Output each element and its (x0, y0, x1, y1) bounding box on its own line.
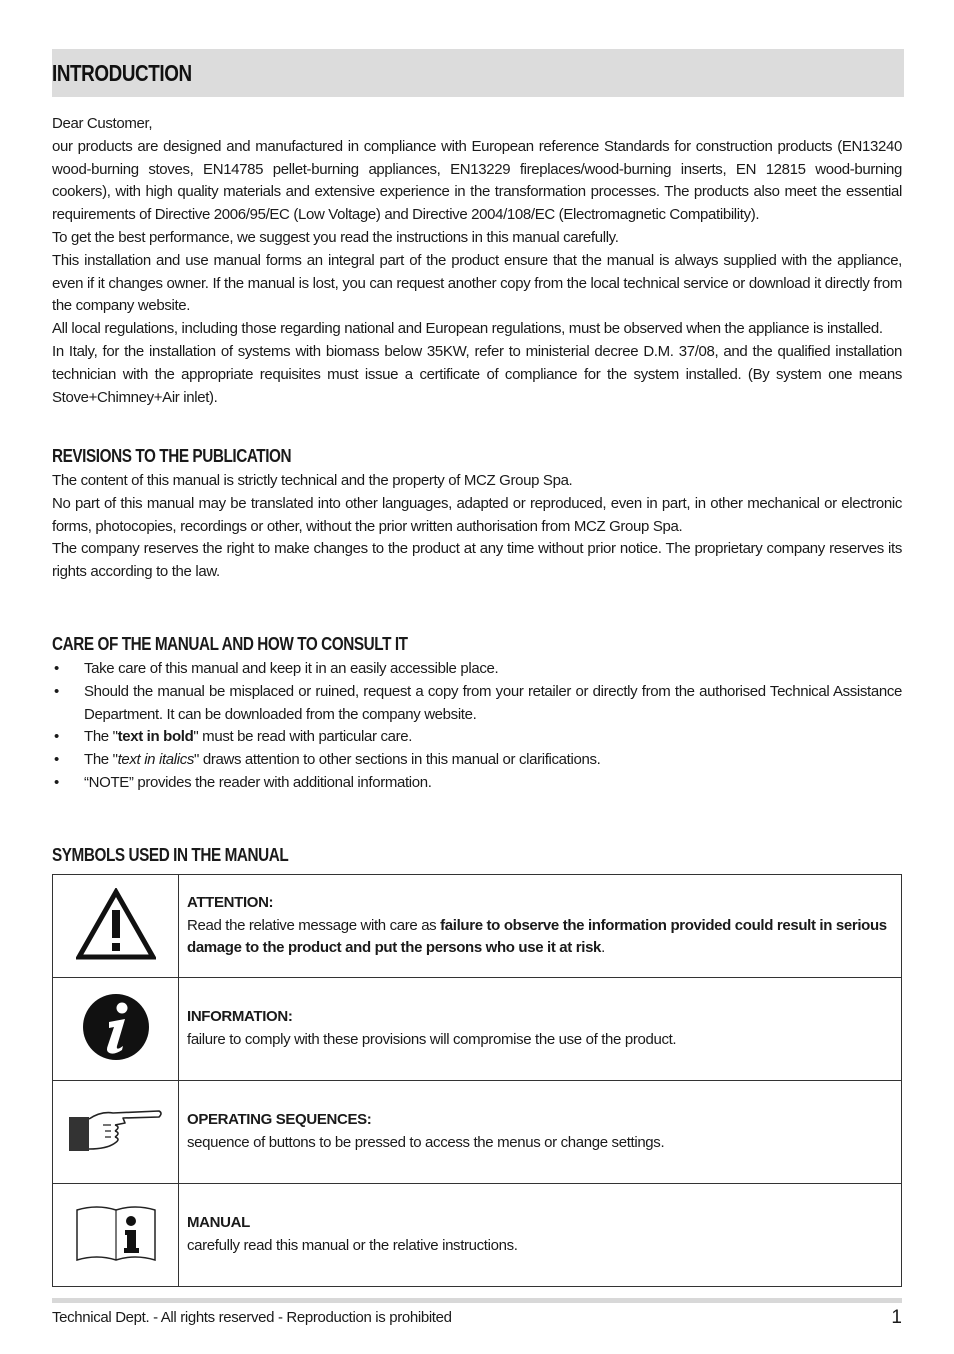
intro-paragraph-2: To get the best performance, we suggest you read the instructions in this manual carefully. (52, 228, 619, 246)
intro-paragraph-4: All local regulations, including those regarding national and European regulations, must be observed when the appliance is installed. (52, 320, 883, 338)
attention-label: ATTENTION: (187, 893, 274, 911)
icon-cell (53, 978, 179, 1081)
revisions-paragraph-3: The company reserves the right to make changes to the product at any time without prior notice. The proprietary company reserves its rights according to the law. (52, 540, 902, 581)
attention-bold-text: failure to observe the information provided could result in serious damage to the product and put the persons who use it at risk (187, 916, 887, 957)
intro-paragraph-5: In Italy, for the installation of systems with biomass below 35KW, refer to ministerial decree D.M. 37/08, and the qualified installation technician with the appropriate requisites must issue a certificate of compliance for the system installed. (By system one means Stove+Chimney+Air inlet). (52, 342, 902, 406)
table-row (53, 978, 902, 1081)
bullet: • (54, 682, 59, 700)
list-item (52, 681, 902, 727)
operating-label: OPERATING SEQUENCES: (187, 1111, 372, 1129)
care-heading: CARE OF THE MANUAL AND HOW TO CONSULT IT (52, 634, 408, 654)
symbols-heading: SYMBOLS USED IN THE MANUAL (52, 845, 289, 865)
manual-label: MANUAL (187, 1214, 250, 1232)
care-list (52, 658, 902, 795)
icon-cell (53, 1081, 179, 1184)
title-banner (52, 49, 904, 97)
attention-description (179, 875, 902, 978)
care-item-text: “NOTE” provides the reader with additional information. (84, 773, 432, 791)
list-item (52, 772, 902, 795)
care-item-text: " must be read with particular care. (193, 728, 413, 746)
attention-text: Read the relative message with care as (187, 916, 441, 934)
info-icon (81, 992, 151, 1062)
icon-cell (53, 1184, 179, 1287)
intro-paragraph-3: This installation and use manual forms an integral part of the product ensure that the manual is always supplied with the appliance, even if it changes owner. If the manual is lost, you can request another copy from the local technical service or download it directly from the company website. (52, 251, 902, 315)
bullet: • (54, 728, 59, 746)
page-number: 1 (891, 1307, 902, 1328)
revisions-paragraph-1: The content of this manual is strictly technical and the property of MCZ Group Spa. (52, 472, 573, 489)
revisions-body (52, 470, 902, 584)
list-item (52, 749, 902, 772)
bullet: • (54, 751, 59, 769)
list-item (52, 658, 902, 681)
footer-text: Technical Dept. - All rights reserved - Reproduction is prohibited (52, 1309, 452, 1326)
list-item (52, 726, 902, 749)
bullet: • (54, 660, 59, 677)
page-title: INTRODUCTION (52, 60, 192, 86)
bullet: • (54, 773, 59, 791)
manual-description (179, 1184, 902, 1287)
care-item-text: The " (84, 751, 118, 769)
revisions-heading: REVISIONS TO THE PUBLICATION (52, 446, 292, 466)
icon-cell (53, 875, 179, 978)
italic-example: text in italics (117, 751, 195, 769)
care-item-text: " draws attention to other sections in this manual or clarifications. (194, 751, 601, 769)
bold-example: text in bold (117, 728, 194, 746)
table-row (53, 1184, 902, 1287)
attention-text-end: . (601, 939, 605, 957)
manual-text: carefully read this manual or the relative instructions. (187, 1237, 518, 1254)
manual-book-icon (73, 1202, 159, 1264)
operating-description (179, 1081, 902, 1184)
care-item-text: The " (84, 728, 118, 746)
care-item-text: Should the manual be misplaced or ruined, request a copy from your retailer or directly from the authorised Technical Assistance Department. It can be downloaded from the company website. (84, 682, 902, 723)
revisions-paragraph-2: No part of this manual may be translated into other languages, adapted or reproduced, even in part, in other mechanical or electronic forms, photocopies, recordings or other, without the prior written authorisation from MCZ Group Spa. (52, 494, 902, 535)
warning-triangle-icon (76, 888, 156, 960)
information-label: INFORMATION: (187, 1008, 293, 1026)
introduction-body (52, 113, 902, 409)
greeting: Dear Customer, (52, 115, 153, 132)
table-row (53, 875, 902, 978)
care-item-text: Take care of this manual and keep it in an easily accessible place. (84, 660, 499, 677)
table-row (53, 1081, 902, 1184)
footer-divider (52, 1298, 902, 1303)
information-description (179, 978, 902, 1081)
operating-text: sequence of buttons to be pressed to access the menus or change settings. (187, 1134, 665, 1151)
symbols-table (52, 874, 902, 1287)
intro-paragraph-1: our products are designed and manufactured in compliance with European reference Standards for construction products (EN13240 wood-burning stoves, EN14785 pellet-burning appliances, EN13229 fireplaces/wood-burning inserts, EN 12815 wood-burning cookers), with high quality materials and extensive experience in the transformation processes. The products also meet the essential requirements of Directive 2006/95/EC (Low Voltage) and Directive 2004/108/EC (Electromagnetic Compatibility). (52, 137, 902, 224)
information-text: failure to comply with these provisions will compromise the use of the product. (187, 1031, 677, 1048)
pointing-hand-icon (67, 1105, 165, 1155)
